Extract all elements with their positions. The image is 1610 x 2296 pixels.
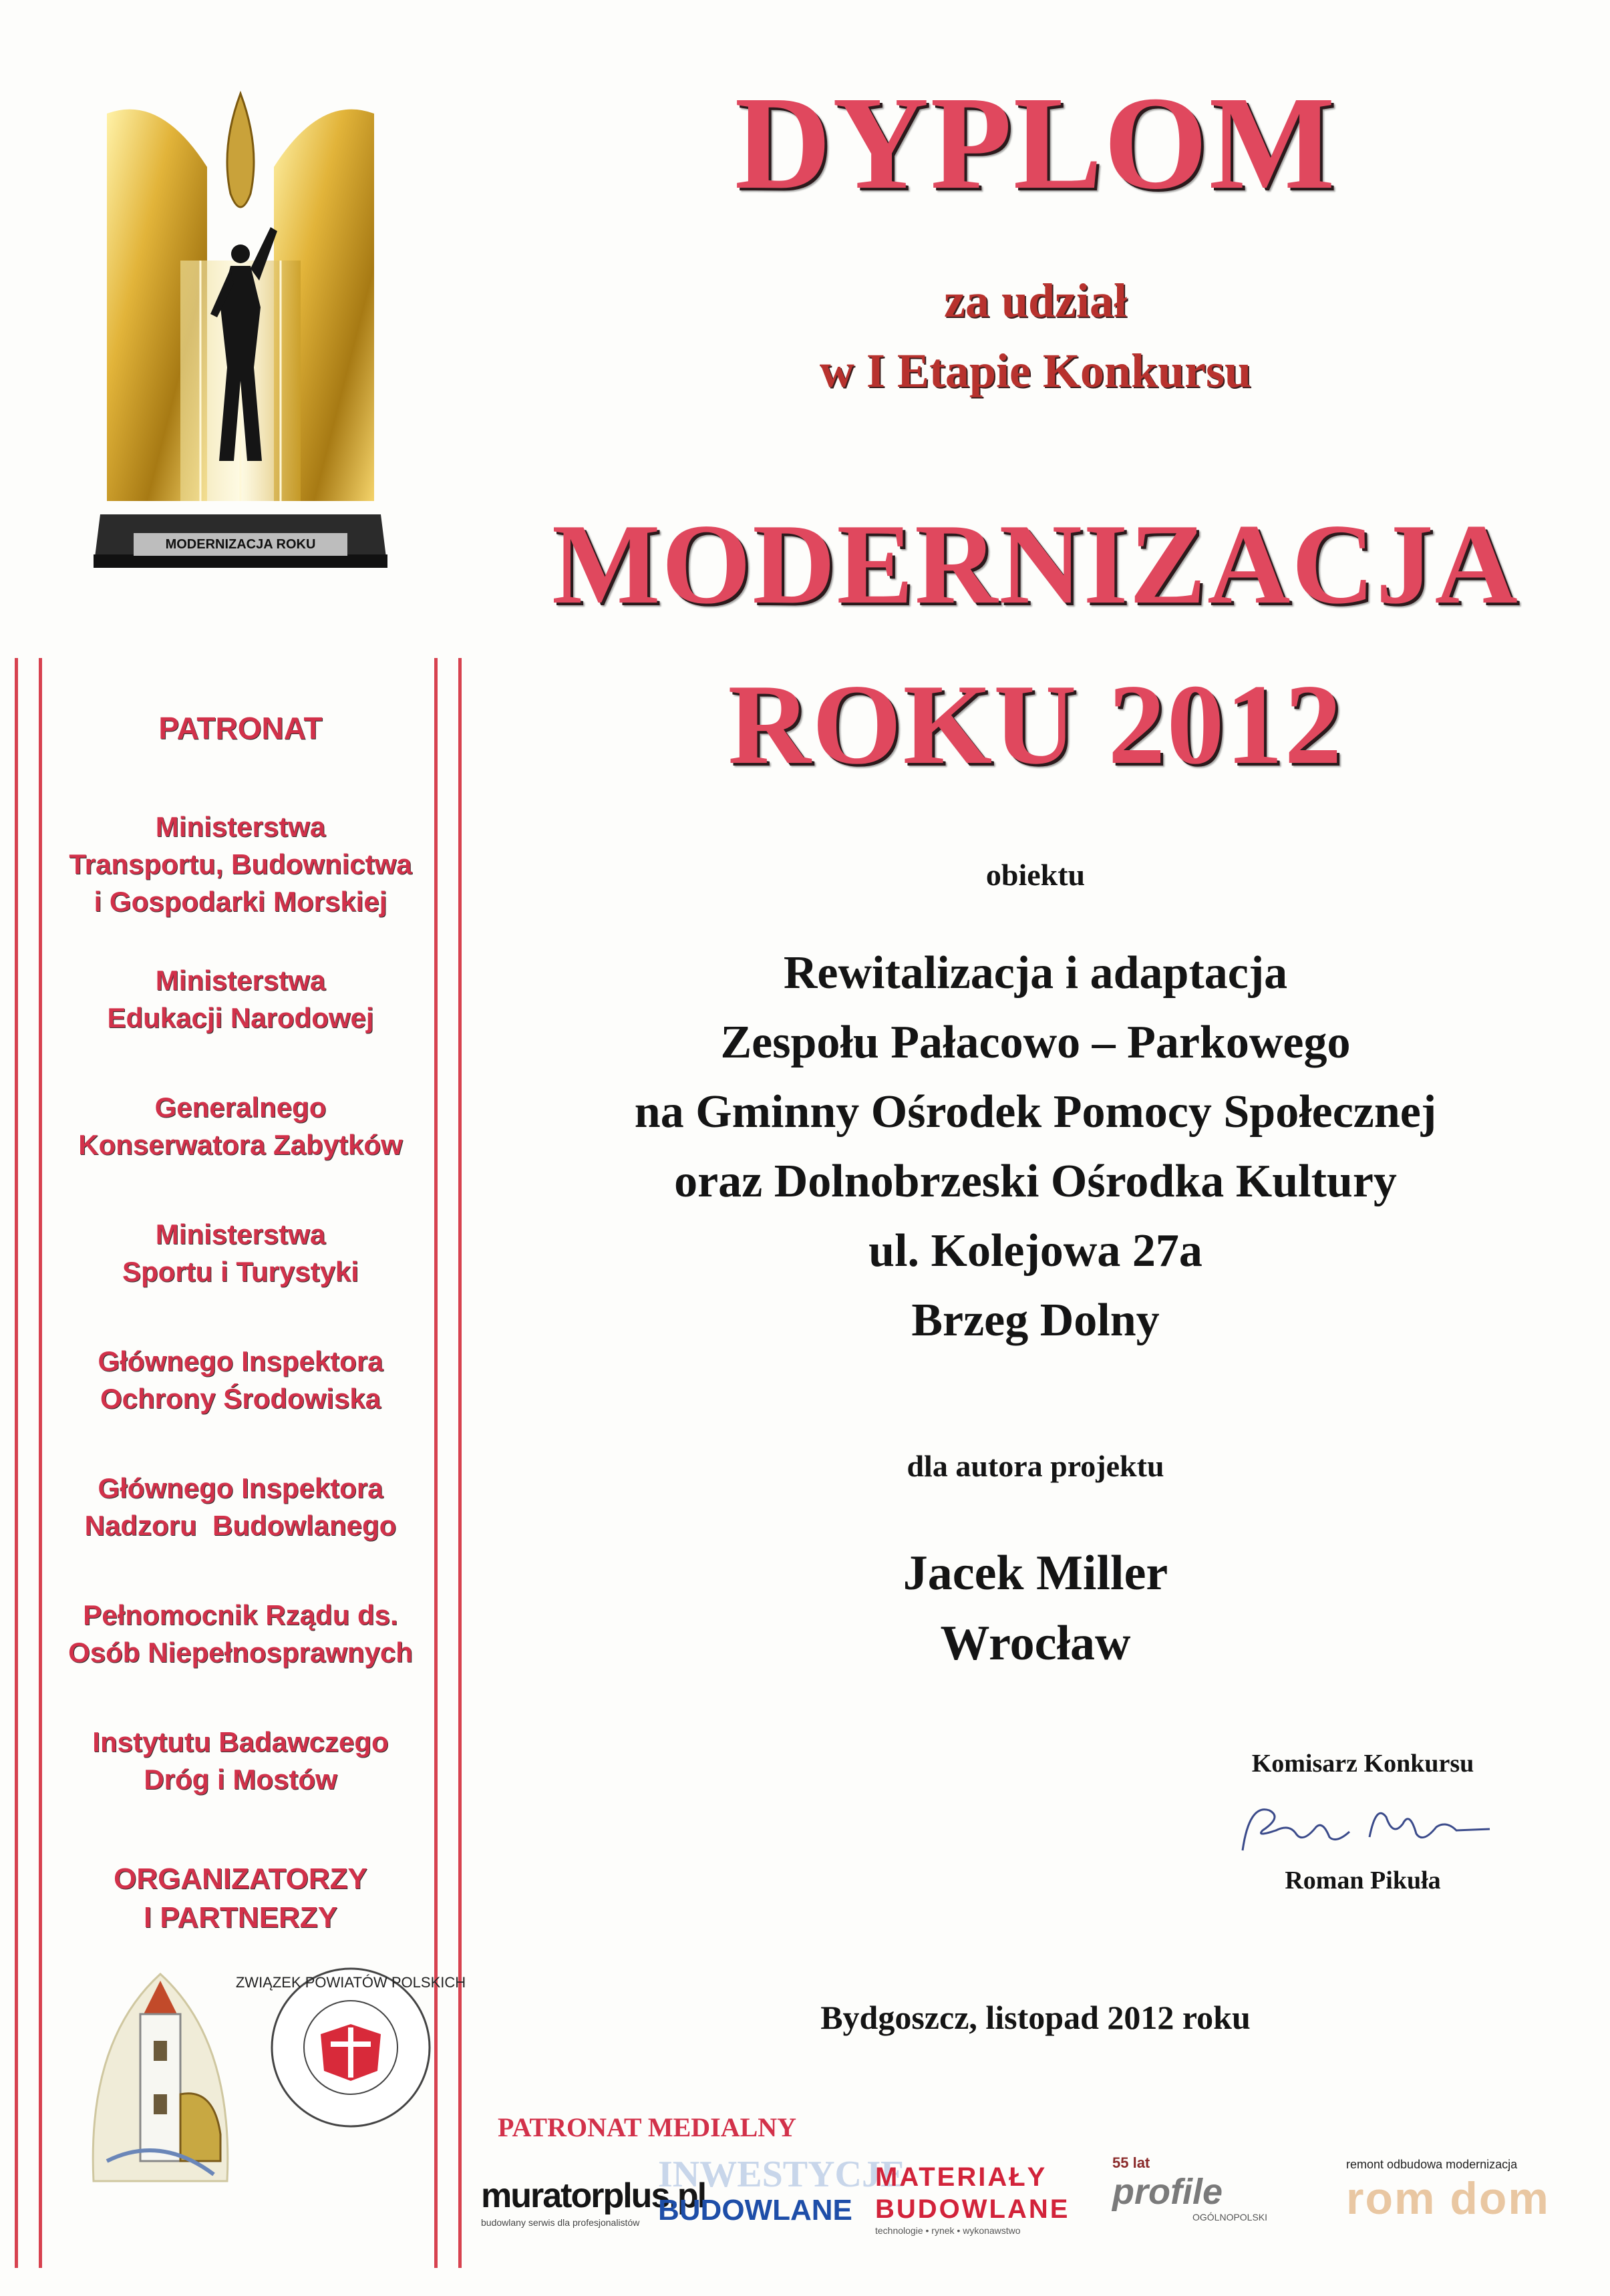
- materialy-logo: [875, 2161, 1096, 2248]
- materialy-logo-bottom: BUDOWLANE: [875, 2194, 1070, 2224]
- contest-name-line-2: ROKU 2012: [728, 661, 1343, 788]
- place-and-date: Bydgoszcz, listopad 2012 roku: [820, 1999, 1251, 2036]
- patronage-entry-line: Ministerstwa: [155, 811, 326, 842]
- zpp-logo-icon: [235, 1961, 466, 2134]
- patronage-entry: [40, 808, 441, 962]
- object-label: obiektu: [985, 858, 1086, 892]
- profile-logo-tagline: OGÓLNOPOLSKI: [1192, 2212, 1268, 2223]
- left-panel-border-right-inner: [458, 658, 462, 2268]
- romdom-logo-tagline: remont odbudowa modernizacja: [1346, 2158, 1518, 2171]
- subtitle-line-1: za udział: [943, 274, 1127, 327]
- author-name: Jacek Miller: [903, 1546, 1168, 1601]
- object-line: ul. Kolejowa 27a: [868, 1225, 1202, 1277]
- tower-logo: [80, 1961, 240, 2188]
- zpp-logo: [235, 1961, 466, 2134]
- patronage-entry-line: Generalnego: [154, 1092, 327, 1123]
- author-city: Wrocław: [940, 1616, 1131, 1671]
- patronage-entry-line: Instytutu Badawczego: [92, 1726, 389, 1758]
- signature-icon: [1229, 1790, 1510, 1864]
- commissioner-name: Roman Pikuła: [1285, 1866, 1441, 1895]
- trophy-illustration: [94, 87, 387, 581]
- diploma-title: DYPLOM: [734, 69, 1337, 217]
- patronage-heading: PATRONAT: [158, 711, 323, 746]
- commissioner-signature: [1229, 1790, 1510, 1864]
- media-heading: PATRONAT MEDIALNY: [498, 2112, 797, 2142]
- patronage-entry-line: Ministerstwa: [155, 1218, 326, 1250]
- patronage-entry-line: Ministerstwa: [155, 965, 326, 996]
- object-line: Brzeg Dolny: [911, 1295, 1160, 1346]
- patronage-entry: [40, 1216, 441, 1343]
- patronage-entry-line: Dróg i Mostów: [144, 1764, 337, 1795]
- romdom-logo-name: rom dom: [1346, 2173, 1550, 2224]
- trophy-plaque-text: MODERNIZACJA ROKU: [165, 537, 316, 552]
- patronage-entry-line: Głównego Inspektora: [98, 1345, 383, 1377]
- patronage-entry: [40, 1089, 441, 1216]
- patronage-entry: [40, 1470, 441, 1597]
- patronage-list: [40, 808, 441, 1850]
- patronage-entry-line: Konserwatora Zabytków: [78, 1129, 403, 1160]
- patronage-entry-line: Ochrony Środowiska: [100, 1383, 381, 1414]
- inwestycje-logo: [658, 2154, 906, 2235]
- profile-logo: [1112, 2154, 1326, 2235]
- patronage-entry: [40, 1724, 441, 1850]
- murator-logo-name: muratorplus.pl: [481, 2176, 706, 2215]
- materialy-logo-top: MATERIAŁY: [875, 2162, 1048, 2192]
- organizers-heading-line-1: ORGANIZATORZY: [114, 1862, 367, 1895]
- object-line: oraz Dolnobrzeski Ośrodka Kultury: [674, 1156, 1397, 1207]
- organizers-heading-line-2: I PARTNERZY: [143, 1901, 338, 1934]
- left-panel-border-left: [15, 658, 18, 2268]
- inwestycje-logo-top: INWESTYCJE: [658, 2154, 906, 2195]
- patronage-entry: [40, 1597, 441, 1724]
- romdom-logo: [1346, 2158, 1593, 2245]
- patronage-entry-line: Osób Niepełnosprawnych: [68, 1637, 413, 1668]
- patronage-entry-line: Nadzoru Budowlanego: [84, 1510, 397, 1541]
- object-line: na Gminny Ośrodek Pomocy Społecznej: [634, 1086, 1437, 1138]
- patronage-entry-line: Głównego Inspektora: [98, 1472, 383, 1504]
- author-label: dla autora projektu: [907, 1449, 1164, 1483]
- patronage-entry-line: Edukacji Narodowej: [107, 1002, 374, 1033]
- profile-logo-years: 55 lat: [1112, 2154, 1150, 2171]
- zpp-logo-text: ZWIĄZEK POWIATÓW POLSKICH: [235, 1974, 466, 1991]
- object-line: Rewitalizacja i adaptacja: [783, 947, 1288, 999]
- patronage-entry: [40, 962, 441, 1089]
- contest-name-line-1: MODERNIZACJA: [552, 501, 1519, 628]
- inwestycje-logo-bottom: BUDOWLANE: [658, 2194, 852, 2227]
- profile-logo-name: profile: [1112, 2172, 1223, 2212]
- patronage-entry-line: i Gospodarki Morskiej: [94, 886, 387, 917]
- object-line: Zespołu Pałacowo – Parkowego: [720, 1017, 1351, 1068]
- patronage-entry: [40, 1343, 441, 1470]
- object-description: [468, 939, 1603, 1355]
- murator-logo-tagline: budowlany serwis dla profesjonalistów: [481, 2217, 640, 2228]
- tower-icon: [80, 1961, 240, 2188]
- patronage-entry-line: Transportu, Budownictwa: [69, 848, 412, 880]
- patronage-entry-line: Pełnomocnik Rządu ds.: [83, 1599, 398, 1631]
- trophy-icon: [94, 87, 387, 581]
- patronage-entry-line: Sportu i Turystyki: [122, 1256, 359, 1287]
- murator-logo: [481, 2174, 706, 2255]
- commissioner-title: Komisarz Konkursu: [1251, 1750, 1474, 1778]
- materialy-logo-tagline: technologie • rynek • wykonawstwo: [875, 2225, 1021, 2236]
- subtitle-line-2: w I Etapie Konkursu: [819, 344, 1252, 397]
